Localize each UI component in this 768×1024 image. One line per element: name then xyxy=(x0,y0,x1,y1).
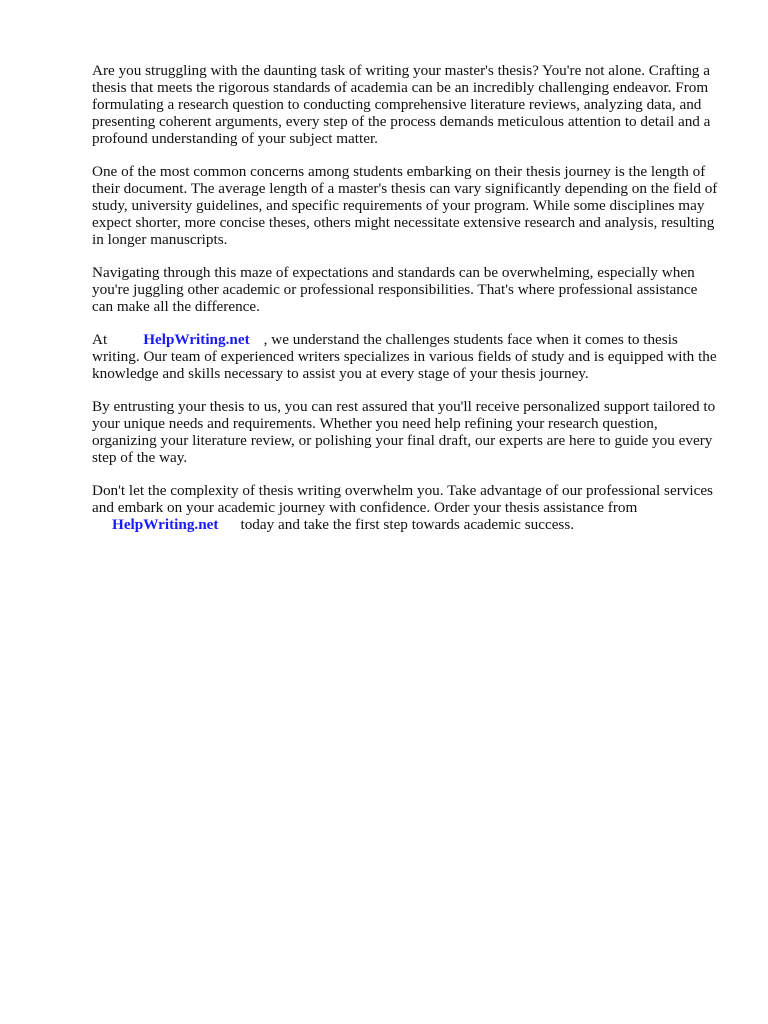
paragraph-closing-suffix: today and take the first step towards academic success. xyxy=(240,516,575,533)
paragraph-intro: Are you struggling with the daunting task of writing your master's thesis? You're not alone. Crafting a thesis that meets the rigorous standards of academia can be an incredibly challenging endeavor. From formulating a research question to conducting comprehensive literature reviews, analyzing data, and presenting coherent arguments, every step of the process demands meticulous attention to detail and a profound understanding of your subject matter. xyxy=(92,62,711,147)
paragraph-navigating: Navigating through this maze of expectations and standards can be overwhelming, especially when you're juggling other academic or professional responsibilities. That's where professional assistance can make all the difference. xyxy=(92,264,698,315)
helpwriting-link-2[interactable]: HelpWriting.net xyxy=(112,516,219,533)
paragraph-thesis-length: One of the most common concerns among students embarking on their thesis journey is the length of their document. The average length of a master's thesis can vary significantly depending on the field of study, university guidelines, and specific requirements of your program. While some disciplines may expect shorter, more concise theses, others might necessitate extensive research and analysis, resulting in longer manuscripts. xyxy=(92,163,718,248)
paragraph-at-prefix: At xyxy=(92,331,108,348)
paragraph-entrusting: By entrusting your thesis to us, you can rest assured that you'll receive personalized support tailored to your unique needs and requirements. Whether you need help refining your research question, organizing your literature review, or polishing your final draft, our experts are here to guide you every step of the way. xyxy=(92,398,716,466)
paragraph-at-helpwriting xyxy=(92,331,720,382)
document-body xyxy=(92,62,720,549)
helpwriting-link-1[interactable]: HelpWriting.net xyxy=(143,331,250,348)
paragraph-closing-prefix: Don't let the complexity of thesis writing overwhelm you. Take advantage of our professional services and embark on your academic journey with confidence. Order your thesis assistance from xyxy=(92,482,713,516)
paragraph-closing xyxy=(92,482,720,533)
paragraph-at-suffix: , we understand the challenges students face when it comes to thesis writing. Our team of experienced writers specializes in various fields of study and is equipped with the knowledge and skills necessary to assist you at every stage of your thesis journey. xyxy=(92,331,717,382)
